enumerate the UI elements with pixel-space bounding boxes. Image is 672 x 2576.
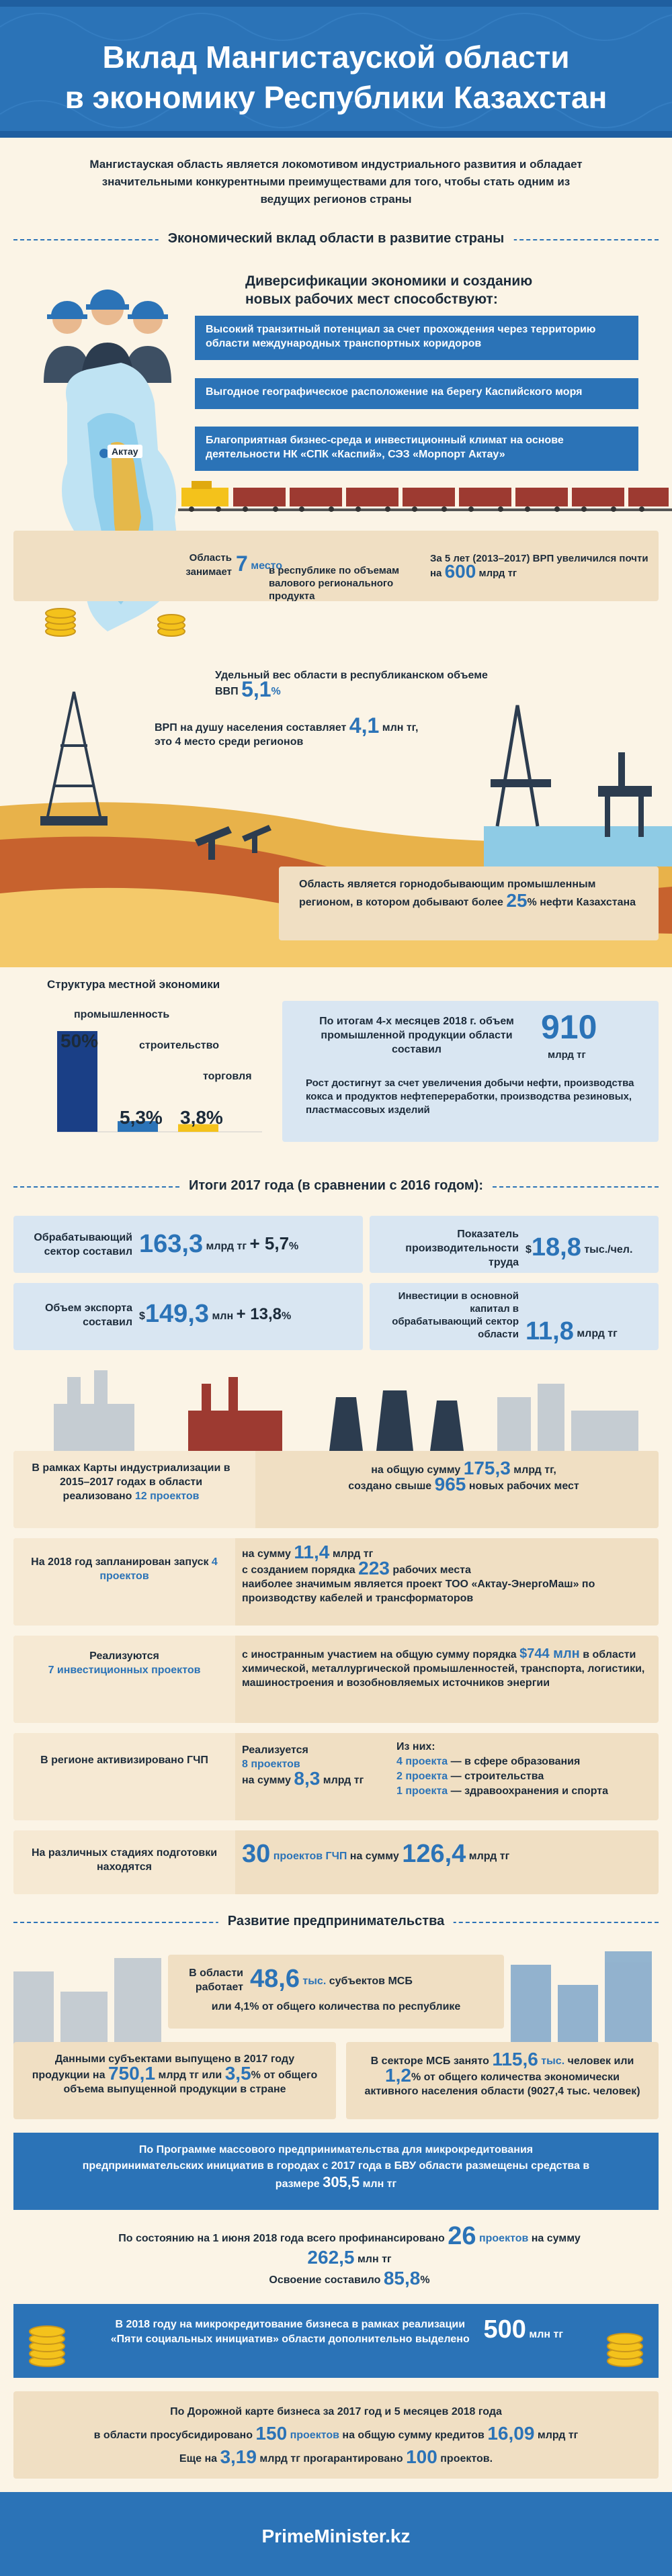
coins-icon-3 xyxy=(24,2321,71,2368)
footer xyxy=(0,2492,672,2576)
diversification-item-2: Выгодное географическое расположение на берегу Каспийского моря xyxy=(195,378,638,409)
map-city-label: Актау xyxy=(108,445,142,458)
msb-block: В области работает 48,6 тыс. субъектов МСБ или 4,1% от общего количества по республике xyxy=(189,1965,461,2012)
gchp-stages-right: 30 проектов ГЧП на сумму 126,4 млрд тг xyxy=(242,1840,510,1868)
value-stroitelstvo: 5,3% xyxy=(120,1107,163,1128)
industry-4m-unit: млрд тг xyxy=(548,1049,586,1061)
plan2018-left: На 2018 год запланирован запуск 4 проектов xyxy=(31,1556,218,1582)
label-promyshlennost: промышленность xyxy=(74,1009,170,1020)
page-title: Вклад Мангистауской области в экономику Республики Казахстан xyxy=(65,40,607,115)
industry-4m-text: По итогам 4-х месяцев 2018 г. объем промышленной продукции области составил xyxy=(319,1016,514,1055)
gchp-left: В регионе активизировано ГЧП xyxy=(40,1755,208,1766)
productivity-block: Показатель производительности труда $18,8 тыс./чел. xyxy=(405,1229,633,1268)
section-economic: Экономический вклад области в развитие страны xyxy=(0,228,672,251)
label-stroitelstvo: строительство xyxy=(139,1040,219,1051)
msb-emp-block: В секторе МСБ занято 115,6 тыс. человек или 1,2% от общего количества экономически активного населения области (9027,4 тыс. человек) xyxy=(364,2049,640,2097)
invest-projects-left: Реализуются 7 инвестиционных проектов xyxy=(48,1650,201,1676)
rank-post: в республике по объемам валового регионального продукта xyxy=(269,565,400,602)
diversification-item-3: Благоприятная бизнес-среда и инвестиционный климат на основе деятельности НК «СПК «Каспий», СЭЗ «Морпорт Актау» xyxy=(195,427,638,471)
value-promyshlennost: 50% xyxy=(60,1030,99,1051)
diversification-item-1: Высокий транзитный потенциал за счет прохождения через территорию области международных транспортных коридоров xyxy=(195,316,638,360)
gchp-stages-left: На различных стадиях подготовки находятся xyxy=(31,1847,218,1873)
five-social-box: В 2018 году на микрокредитование бизнеса в рамках реализации «Пяти социальных инициатив» области дополнительно выделено 500 млн тг xyxy=(13,2304,659,2378)
train-illustration xyxy=(178,478,672,519)
label-torgovlya: торговля xyxy=(203,1071,252,1082)
rank-block: Область занимает 7 место xyxy=(185,551,283,578)
industry-4m-value: 910 xyxy=(541,1008,597,1046)
gchp-mid: Реализуется 8 проектов на сумму 8,3 млрд тг xyxy=(242,1744,364,1789)
coins-icon-2 xyxy=(155,601,188,638)
export-block: Объем экспорта составил $149,3 млн + 13,8% xyxy=(44,1300,292,1328)
mining-text: Область является горнодобывающим промышленным регионом, в котором добывают более 25% нефти Казахстана xyxy=(299,879,636,911)
industry-growth: Рост достигнут за счет увеличения добычи нефти, производства кокса и продуктов нефтепереработки, производства резиновых, пластмассовых изделий xyxy=(306,1077,634,1116)
header-banner xyxy=(0,0,672,138)
vrp-per-capita: ВРП на душу населения составляет 4,1 млн тг, это 4 место среди регионов xyxy=(155,713,419,748)
footer-site-link[interactable]: PrimeMinister.kz xyxy=(261,2526,411,2546)
industrial-map-left: В рамках Карты индустриализации в 2015–2017 годах в области реализовано 12 проектов xyxy=(32,1462,230,1502)
financed-block: По состоянию на 1 июня 2018 года всего профинансировано 26 проектов на сумму 262,5 млн тг Освоение составило 85,8% xyxy=(118,2222,581,2289)
vrp5-block: За 5 лет (2013–2017) ВРП увеличился почти на 600 млрд тг xyxy=(430,553,648,582)
msb-output-block: Данными субъектами выпущено в 2017 году продукции на 750,1 млрд тг или 3,5% от общего объема выпущенной продукции в стране xyxy=(32,2053,318,2095)
section-results-2017: Итоги 2017 года (в сравнении с 2016 годом): xyxy=(0,1175,672,1198)
section-business: Развитие предпринимательства xyxy=(0,1911,672,1934)
roadmap-block: По Дорожной карте бизнеса за 2017 год и 5 месяцев 2018 года в области просубсидировано 150 проектов на общую сумму кредитов 16,09 млрд тг Еще на 3,19 млрд тг прогарантировано 100 проектов. xyxy=(93,2406,579,2467)
industrial-map-right: на общую сумму 175,3 млрд тг, создано свыше 965 новых рабочих мест xyxy=(348,1458,579,1495)
gdp-share: Удельный вес области в республиканском объеме ВВП 5,1% xyxy=(215,670,488,701)
invest-projects-right: с иностранным участием на общую сумму порядка $744 млн в области химической, металлургической промышленностей, транспорта, логистики, машиностроения и возобновляемых источников энергии xyxy=(242,1646,645,1689)
value-torgovlya: 3,8% xyxy=(180,1107,223,1128)
plan2018-right: на сумму 11,4 млрд тг с созданием порядка 223 рабочих места наиболее значимым является проект ТОО «Актау-ЭнергоМаш» по производству кабелей и трансформаторов xyxy=(242,1542,595,1604)
coins-icon xyxy=(40,601,81,638)
processing-block: Обрабатывающий сектор составил 163,3 млрд тг + 5,7% xyxy=(34,1229,299,1258)
microcredit-box: По Программе массового предпринимательства для микрокредитования предпринимательских инициатив в городах с 2017 года в БВУ области размещены средства в размере 305,5 млн тг xyxy=(13,2133,659,2210)
gchp-list: Из них: 4 проекта — в сфере образования 2 проекта — строительства 1 проекта — здравоохранения и спорта xyxy=(396,1741,608,1797)
structure-title: Структура местной экономики xyxy=(47,978,220,991)
investment-block: Инвестиции в основной капитал в обрабатывающий сектор области 11,8 млрд тг xyxy=(392,1290,618,1345)
coins-icon-4 xyxy=(601,2321,648,2368)
intro-text: Мангистауская область является локомотивом индустриального развития и обладает значительными конкурентными преимуществами для того, чтобы стать одним из ведущих регионов страны xyxy=(89,158,583,206)
diversification-heading: Диверсификации экономики и созданию новых рабочих мест способствуют: xyxy=(245,273,533,307)
factories-illustration xyxy=(40,1364,659,1451)
